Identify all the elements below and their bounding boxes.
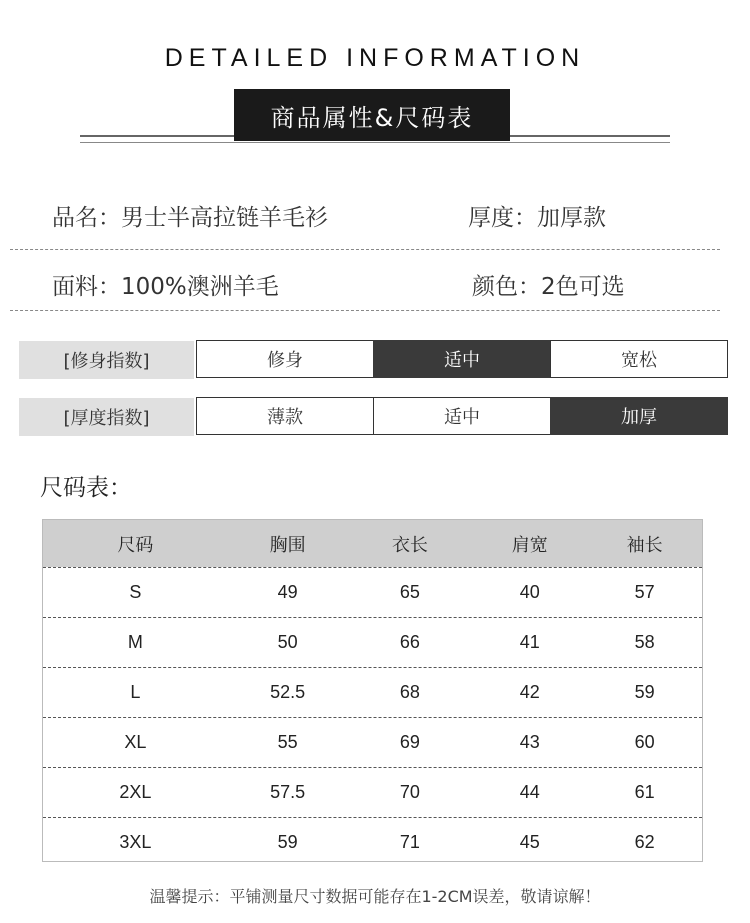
header-size: 尺码 bbox=[117, 534, 154, 556]
table-cell: 45 bbox=[519, 832, 540, 852]
product-fabric: 面料：100%澳洲羊毛 bbox=[52, 274, 279, 300]
product-thickness: 厚度：加厚款 bbox=[468, 205, 606, 231]
table-cell: L bbox=[130, 682, 141, 702]
thickness-index-row bbox=[19, 397, 728, 437]
table-row bbox=[43, 717, 702, 767]
thickness-option-thin: 薄款 bbox=[196, 397, 374, 435]
table-cell: 59 bbox=[277, 832, 298, 852]
table-cell: 68 bbox=[399, 682, 420, 702]
table-row bbox=[43, 567, 702, 617]
table-cell: 57 bbox=[634, 582, 655, 602]
table-cell: 60 bbox=[634, 732, 655, 752]
table-cell: 57.5 bbox=[270, 782, 306, 802]
divider-dashed bbox=[10, 249, 720, 250]
table-cell: 61 bbox=[634, 782, 655, 802]
fit-option-regular: 适中 bbox=[373, 340, 551, 378]
table-cell: M bbox=[127, 632, 143, 652]
table-cell: 42 bbox=[519, 682, 540, 702]
thickness-index-label: [厚度指数] bbox=[19, 398, 194, 436]
table-cell: 2XL bbox=[119, 782, 152, 802]
heading-english: DETAILED INFORMATION bbox=[164, 44, 586, 72]
table-row bbox=[43, 767, 702, 817]
table-cell: 43 bbox=[519, 732, 540, 752]
table-cell: 58 bbox=[634, 632, 655, 652]
table-row bbox=[43, 817, 702, 867]
header-sleeve: 袖长 bbox=[626, 534, 663, 556]
table-cell: 52.5 bbox=[270, 682, 306, 702]
table-cell: XL bbox=[124, 732, 147, 752]
product-name: 品名：男士半高拉链羊毛衫 bbox=[52, 205, 328, 231]
fit-option-loose: 宽松 bbox=[550, 340, 728, 378]
table-cell: 62 bbox=[634, 832, 655, 852]
table-cell: 49 bbox=[277, 582, 298, 602]
size-table bbox=[42, 519, 703, 862]
table-cell: 59 bbox=[634, 682, 655, 702]
table-cell: 50 bbox=[277, 632, 298, 652]
fit-index-row bbox=[19, 340, 728, 380]
table-cell: 3XL bbox=[119, 832, 152, 852]
size-table-header bbox=[43, 520, 702, 567]
table-cell: 66 bbox=[399, 632, 420, 652]
table-cell: 69 bbox=[399, 732, 420, 752]
fit-index-label: [修身指数] bbox=[19, 341, 194, 379]
footer-note: 温馨提示：平铺测量尺寸数据可能存在1-2CM误差，敬请谅解！ bbox=[149, 887, 601, 906]
header-length: 衣长 bbox=[391, 534, 428, 556]
table-cell: 40 bbox=[519, 582, 540, 602]
header-shoulder: 肩宽 bbox=[511, 534, 548, 556]
table-row bbox=[43, 667, 702, 717]
thickness-option-medium: 适中 bbox=[373, 397, 551, 435]
heading-chinese-banner: 商品属性&尺码表 bbox=[234, 89, 510, 141]
product-color: 颜色：2色可选 bbox=[472, 274, 625, 300]
size-chart-title: 尺码表： bbox=[40, 475, 132, 501]
table-cell: 41 bbox=[519, 632, 540, 652]
table-cell: 65 bbox=[399, 582, 420, 602]
table-cell: S bbox=[129, 582, 142, 602]
table-cell: 70 bbox=[399, 782, 420, 802]
fit-option-slim: 修身 bbox=[196, 340, 374, 378]
header-chest: 胸围 bbox=[269, 534, 306, 556]
divider-dashed bbox=[10, 310, 720, 311]
table-row bbox=[43, 617, 702, 667]
table-cell: 55 bbox=[277, 732, 298, 752]
thickness-option-thick: 加厚 bbox=[550, 397, 728, 435]
table-cell: 71 bbox=[399, 832, 420, 852]
header-rule-bottom bbox=[80, 142, 670, 143]
table-cell: 44 bbox=[519, 782, 540, 802]
